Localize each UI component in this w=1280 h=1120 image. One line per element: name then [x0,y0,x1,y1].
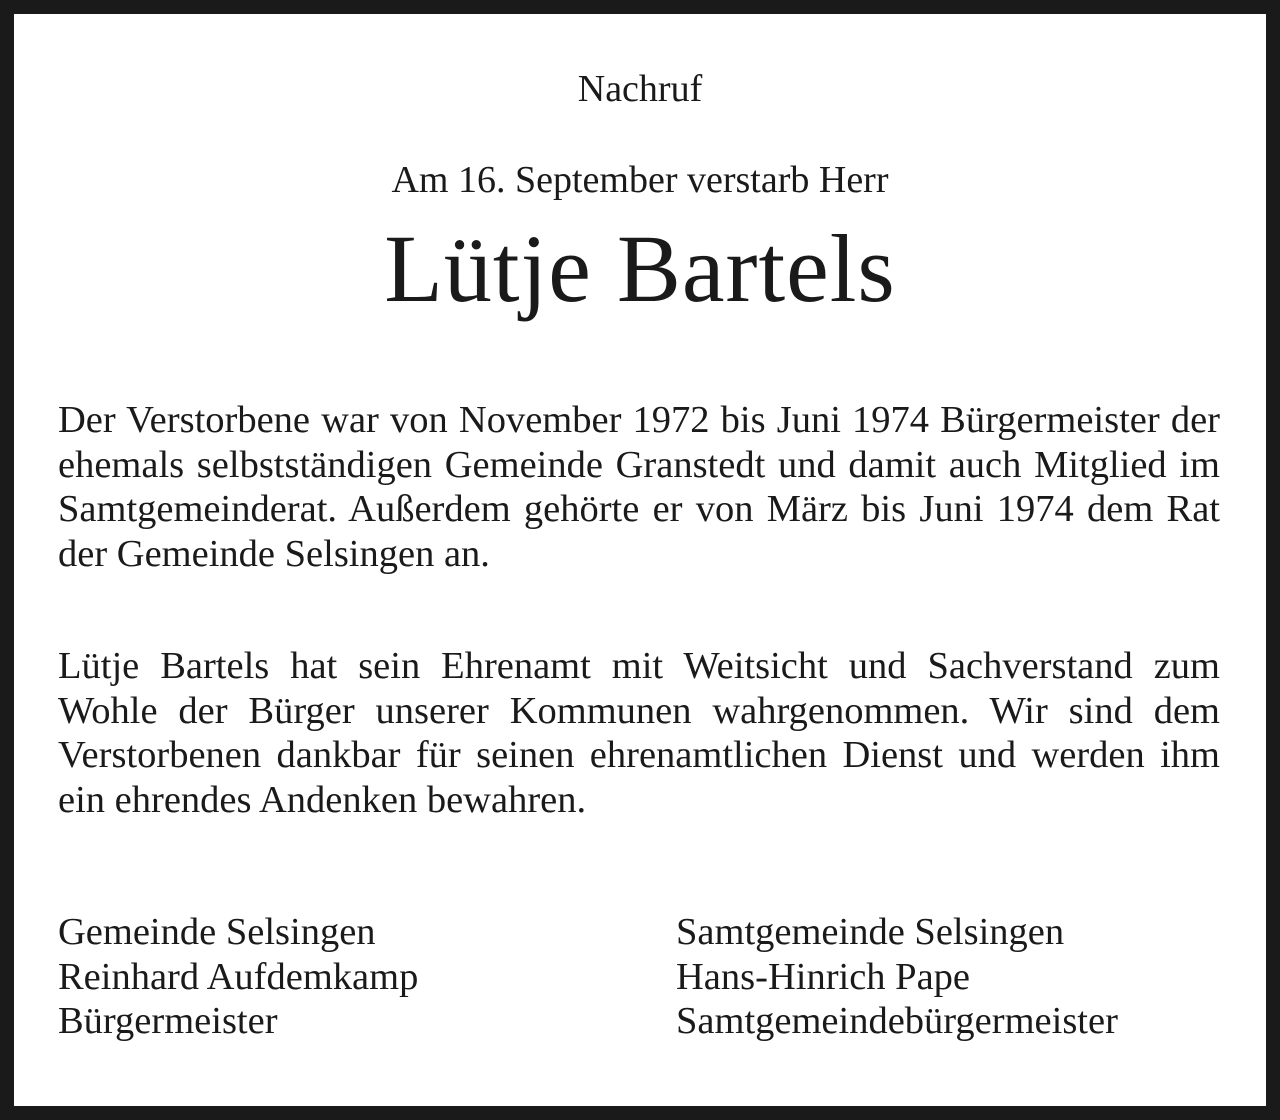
signature-block-left [58,910,418,1044]
signature-person: Reinhard Aufdemkamp [58,955,419,998]
signature-organization: Samtgemeinde Selsingen [676,911,1065,953]
notice-paragraph-1: Der Verstorbene war von November 1972 bis Juni 1974 Bürgermeister der ehemals selbstständigen Gemeinde Granstedt und damit auch Mitglied im Samtgemeinderat. Außerdem gehörte er von März bis Juni 1974 dem Rat der Gemeinde Selsingen an. [58,399,1220,575]
signature-person: Hans-Hinrich Pape [676,955,971,998]
signature-role: Bürgermeister [58,1000,278,1042]
signature-organization: Gemeinde Selsingen [58,911,376,953]
deceased-name: Lütje Bartels [384,215,896,322]
signature-block-right [676,910,1118,1044]
signature-role: Samtgemeindebürgermeister [676,1000,1118,1042]
notice-heading: Nachruf [577,68,703,110]
notice-paragraph-2: Lütje Bartels hat sein Ehrenamt mit Weitsicht und Sachverstand zum Wohle der Bürger unserer Kommunen wahrgenommen. Wir sind dem Verstorbenen dankbar für seinen ehrenamtlichen Dienst und werden ihm ein ehrendes Andenken bewahren. [58,645,1220,821]
notice-intro: Am 16. September verstarb Herr [391,159,889,201]
